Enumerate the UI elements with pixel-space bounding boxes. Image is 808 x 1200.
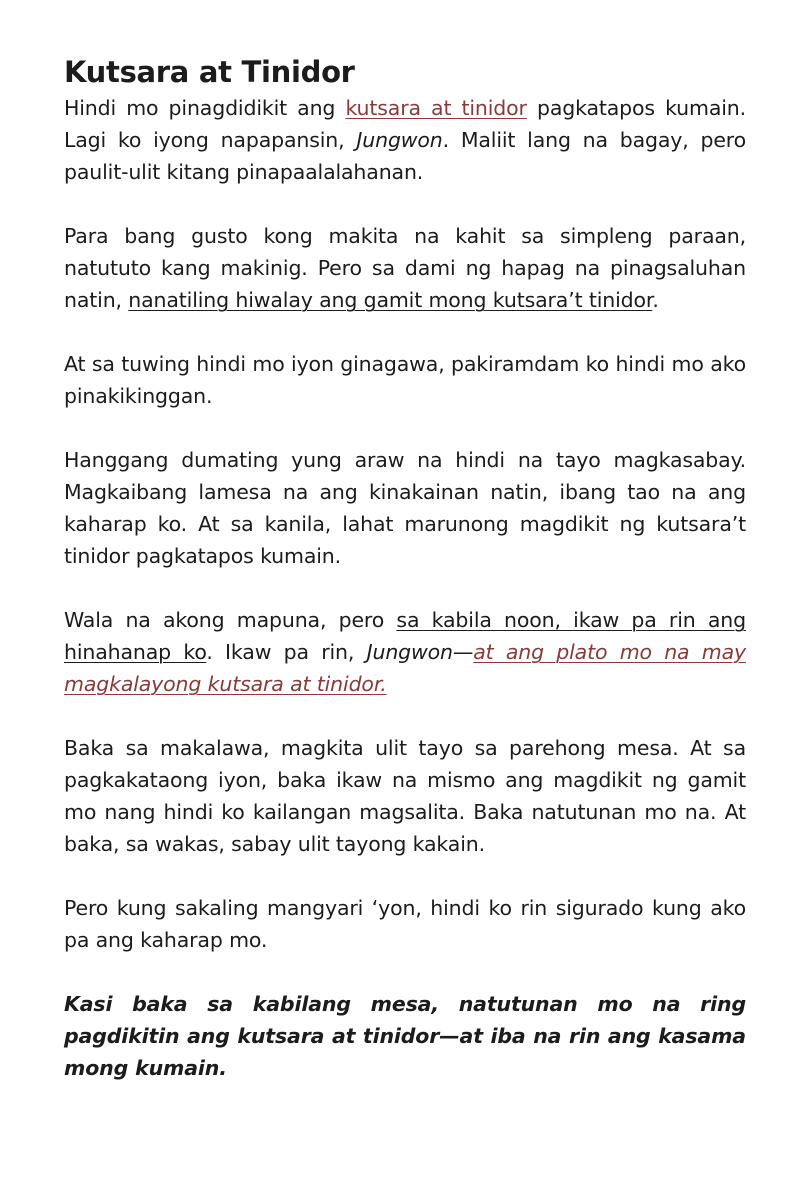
paragraph-3: At sa tuwing hindi mo iyon ginagawa, pakiramdam ko hindi mo ako pinakikinggan. xyxy=(64,352,746,408)
paragraph-1-text-b: pagkatapos kumain. Lagi ko iyong napapansin, xyxy=(64,96,747,152)
paragraph-spacer xyxy=(64,700,746,732)
paragraph-1-text-a: Hindi mo pinagdidikit ang xyxy=(64,96,346,120)
paragraph-2 xyxy=(64,220,746,316)
paragraph-1 xyxy=(64,92,746,188)
paragraph-5 xyxy=(64,604,746,700)
closing-paragraph: Kasi baka sa kabilang mesa, natutunan mo na ring pagdikitin ang kutsara at tinidor—at iba na rin ang kasama mong kumain. xyxy=(64,992,746,1080)
paragraph-spacer xyxy=(64,316,746,348)
paragraph-spacer xyxy=(64,188,746,220)
paragraph-spacer xyxy=(64,412,746,444)
paragraph-spacer xyxy=(64,956,746,988)
em-dash: — xyxy=(452,640,474,664)
document-title: Kutsara at Tinidor xyxy=(64,55,355,89)
paragraph-5-text-a: Wala na akong mapuna, pero xyxy=(64,608,397,632)
name-jungwon: Jungwon xyxy=(366,640,453,664)
paragraph-2-underlined: nanatiling hiwalay ang gamit mong kutsara’t tinidor xyxy=(128,288,653,312)
paragraph-6: Baka sa makalawa, magkita ulit tayo sa parehong mesa. At sa pagkakataong iyon, baka ikaw na mismo ang magdikit ng gamit mo nang hindi ko kailangan magsalita. Baka natutunan mo na. At baka, sa wakas, sabay ulit tayong kakain. xyxy=(64,736,746,856)
kutsara-tinidor-link[interactable]: kutsara at tinidor xyxy=(345,96,527,120)
plato-link[interactable]: at ang plato mo na may magkalayong kutsara at tinidor. xyxy=(64,640,746,696)
paragraph-spacer xyxy=(64,572,746,604)
paragraph-5-text-b: . Ikaw pa rin, xyxy=(206,640,367,664)
paragraph-2-text-b: . xyxy=(652,288,659,312)
name-jungwon: Jungwon xyxy=(356,128,443,152)
document-page xyxy=(64,52,746,1084)
paragraph-1-text-c: . Maliit lang na bagay, pero paulit-ulit kitang pinapaalalahanan. xyxy=(64,128,746,184)
paragraph-4: Hanggang dumating yung araw na hindi na tayo magkasabay. Magkaibang lamesa na ang kinakainan natin, ibang tao na ang kaharap ko. At sa kanila, lahat marunong magdikit ng kutsara’t tinidor pagkatapos kumain. xyxy=(64,448,746,568)
paragraph-5-underlined: sa kabila noon, ikaw pa rin ang hinahanap ko xyxy=(64,608,746,664)
paragraph-7: Pero kung sakaling mangyari ‘yon, hindi ko rin sigurado kung ako pa ang kaharap mo. xyxy=(64,896,746,952)
paragraph-2-text-a: Para bang gusto kong makita na kahit sa simpleng paraan, natututo kang makinig. Pero sa dami ng hapag na pinagsaluhan natin, xyxy=(64,224,746,312)
paragraph-spacer xyxy=(64,860,746,892)
